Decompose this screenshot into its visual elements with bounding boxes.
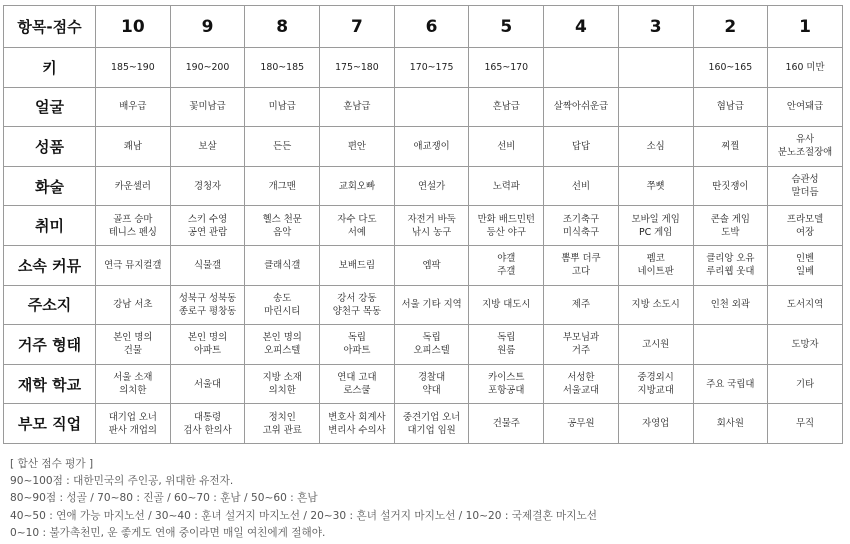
table-cell (618, 87, 693, 127)
table-cell (96, 404, 171, 444)
table-cell (96, 285, 171, 325)
cell-text: 애교쟁이 (413, 140, 450, 152)
cell-text: 독립 오피스텔 (413, 332, 450, 357)
cell-text: 경찰대 약대 (418, 372, 446, 397)
table-row (4, 166, 843, 206)
table-cell (469, 166, 544, 206)
cell-text: 야갤 주갤 (497, 253, 516, 278)
table-cell (320, 245, 395, 285)
table-cell (618, 404, 693, 444)
table-row (4, 48, 843, 88)
cell-text: 미남급 (268, 101, 296, 113)
row-label: 소속 커뮤 (4, 245, 96, 285)
cell-text: 성북구 성북동 종로구 평창동 (178, 292, 237, 317)
cell-text: 건물주 (492, 418, 520, 430)
cell-text: 콘솔 게임 도박 (710, 213, 750, 238)
cell-text: 중견기업 오너 대기업 임원 (402, 411, 461, 436)
score-header: 7 (320, 6, 395, 48)
table-cell (693, 285, 768, 325)
table-cell (469, 48, 544, 88)
cell-text: 카운셀러 (114, 180, 151, 192)
cell-text: 지방 대도시 (482, 299, 531, 311)
table-cell (245, 285, 320, 325)
cell-text: 조기축구 미식축구 (562, 213, 600, 238)
table-cell (394, 166, 469, 206)
cell-text: 160~165 (708, 61, 753, 73)
cell-text: 딴짓쟁이 (712, 180, 749, 192)
table-cell (618, 325, 693, 365)
table-cell (170, 48, 245, 88)
table-cell (618, 364, 693, 404)
table-header (4, 6, 843, 48)
cell-text: 꽃미남급 (189, 101, 226, 113)
table-cell (693, 364, 768, 404)
table-cell (544, 325, 619, 365)
table-cell (394, 206, 469, 246)
cell-text: 쾌남 (123, 140, 142, 152)
table-cell (469, 285, 544, 325)
table-cell (96, 364, 171, 404)
cell-text: 답답 (571, 140, 591, 152)
cell-text: 클래식갤 (264, 259, 301, 271)
cell-text: 연대 고대 로스쿨 (337, 372, 377, 397)
cell-text: 165~170 (484, 61, 529, 73)
cell-text: 무직 (795, 418, 815, 430)
cell-text: 지방 소도시 (631, 299, 680, 311)
table-cell (394, 87, 469, 127)
table-cell (245, 245, 320, 285)
row-label: 취미 (4, 206, 96, 246)
table-cell (618, 166, 693, 206)
score-header: 2 (693, 6, 768, 48)
table-cell (544, 364, 619, 404)
table-cell (320, 127, 395, 167)
legend-line: 80~90점 : 성골 / 70~80 : 진골 / 60~70 : 훈남 / 50~60 : 흔남 (10, 492, 318, 505)
table-cell (394, 245, 469, 285)
cell-text: 본인 명의 건물 (113, 332, 153, 357)
table-cell (693, 87, 768, 127)
table-cell (96, 127, 171, 167)
table-cell (768, 364, 843, 404)
cell-text: 중경외시 지방교대 (637, 372, 674, 397)
row-label: 성품 (4, 127, 96, 167)
table-cell (469, 364, 544, 404)
table-cell (469, 325, 544, 365)
score-header: 4 (544, 6, 619, 48)
cell-text: 식물갤 (193, 259, 222, 271)
cell-text: 선비 (497, 140, 516, 152)
cell-text: 185~190 (111, 61, 155, 73)
table-row (4, 245, 843, 285)
table-body (4, 48, 843, 444)
score-header: 10 (96, 6, 171, 48)
score-header: 3 (618, 6, 693, 48)
table-cell (245, 404, 320, 444)
row-label: 부모 직업 (4, 404, 96, 444)
table-cell (544, 404, 619, 444)
score-header: 5 (469, 6, 544, 48)
table-cell (394, 325, 469, 365)
cell-text: 만화 배드민턴 등산 야구 (477, 213, 535, 238)
table-cell (544, 48, 619, 88)
table-row (4, 285, 843, 325)
cell-text: 190~200 (185, 61, 230, 73)
table-cell (544, 127, 619, 167)
cell-text: 자전거 바둑 낚시 농구 (407, 213, 456, 238)
score-legend (10, 456, 597, 542)
legend-line: 40~50 : 연애 가능 마지노선 / 30~40 : 훈녀 설거지 마지노선 / 20~30 : 흔녀 설거지 마지노선 / 10~20 : 국제결혼 마지노선 (10, 509, 597, 522)
table-cell (170, 245, 245, 285)
table-row (4, 325, 843, 365)
table-cell (544, 285, 619, 325)
cell-text: 스키 수영 공연 관람 (187, 213, 228, 238)
cell-text: 회사원 (716, 418, 744, 430)
cell-text: 제주 (571, 299, 591, 311)
table-cell (96, 166, 171, 206)
cell-text: 고시원 (642, 338, 670, 350)
row-label: 거주 형태 (4, 325, 96, 365)
table-cell (245, 127, 320, 167)
table-cell (170, 127, 245, 167)
table-cell (693, 245, 768, 285)
row-label: 키 (4, 48, 96, 88)
table-row (4, 364, 843, 404)
cell-text: 혐남급 (716, 101, 744, 113)
cell-text: 본인 명의 오피스텔 (262, 332, 302, 357)
score-header: 8 (245, 6, 320, 48)
row-label: 주소지 (4, 285, 96, 325)
cell-text: 인벤 일베 (795, 253, 815, 278)
table-row (4, 404, 843, 444)
score-header: 9 (170, 6, 245, 48)
table-cell (96, 325, 171, 365)
table-cell (618, 285, 693, 325)
score-table (3, 5, 843, 444)
table-cell (170, 206, 245, 246)
table-cell (768, 166, 843, 206)
cell-text: 자수 다도 서예 (337, 213, 377, 238)
cell-text: 클리앙 오유 루리웹 웃대 (706, 253, 755, 278)
table-cell (96, 206, 171, 246)
cell-text: 부모님과 거주 (562, 332, 600, 357)
cell-text: 170~175 (409, 61, 454, 73)
table-cell (618, 127, 693, 167)
table-cell (544, 87, 619, 127)
cell-text: 엠팍 (422, 259, 441, 271)
table-cell (170, 404, 245, 444)
table-cell (170, 166, 245, 206)
table-cell (469, 206, 544, 246)
table-cell (96, 245, 171, 285)
cell-text: 인천 외곽 (710, 299, 750, 311)
table-cell (320, 87, 395, 127)
table-cell (394, 127, 469, 167)
table-row (4, 206, 843, 246)
table-cell (394, 48, 469, 88)
cell-text: 지방 소재 의치한 (262, 372, 302, 397)
cell-text: 소심 (646, 140, 665, 152)
cell-text: 서울 기타 지역 (401, 299, 462, 311)
table-cell (96, 87, 171, 127)
cell-text: 도망자 (791, 338, 819, 350)
cell-text: 안여돼급 (786, 101, 824, 113)
cell-text: 기타 (795, 378, 815, 390)
table-row (4, 87, 843, 127)
table-cell (469, 87, 544, 127)
cell-text: 훈남급 (343, 101, 371, 113)
cell-text: 180~185 (260, 61, 305, 73)
cell-text: 주요 국립대 (706, 378, 755, 390)
cell-text: 편안 (347, 140, 366, 152)
table-cell (320, 285, 395, 325)
cell-text: 강남 서초 (113, 299, 153, 311)
table-cell (768, 245, 843, 285)
cell-text: 살짝아쉬운급 (553, 101, 609, 113)
table-cell (245, 48, 320, 88)
cell-text: 선비 (571, 180, 591, 192)
cell-text: 자영업 (642, 418, 670, 430)
table-cell (768, 325, 843, 365)
table-cell (693, 404, 768, 444)
table-cell (469, 127, 544, 167)
table-cell (170, 87, 245, 127)
cell-text: 흔남급 (492, 101, 520, 113)
cell-text: 슴관성 말더듬 (791, 174, 819, 199)
cell-text: 모바일 게임 PC 게임 (631, 213, 680, 238)
score-header: 1 (768, 6, 843, 48)
table-cell (245, 325, 320, 365)
table-cell (170, 325, 245, 365)
table-cell (768, 404, 843, 444)
row-label: 재학 학교 (4, 364, 96, 404)
cell-text: 대기업 오너 판사 개업의 (108, 411, 157, 436)
table-cell (320, 364, 395, 404)
cell-text: 유사 분노조절장애 (777, 134, 833, 159)
table-cell (320, 166, 395, 206)
cell-text: 160 미만 (785, 61, 825, 73)
legend-line: 0~10 : 불가촉천민, 운 좋게도 연애 중이라면 매일 여친에게 절해야. (10, 526, 326, 539)
table-cell (245, 364, 320, 404)
header-row (4, 6, 843, 48)
cell-text: 서울 소재 의치한 (113, 372, 153, 397)
table-cell (544, 166, 619, 206)
cell-text: 찌찔 (721, 140, 740, 152)
cell-text: 개그맨 (268, 180, 296, 192)
cell-text: 변호사 회계사 변리사 수의사 (328, 411, 386, 436)
table-cell (544, 245, 619, 285)
cell-text: 서성한 서울교대 (562, 372, 600, 397)
legend-title: [ 합산 점수 평가 ] (10, 458, 94, 470)
table-cell (768, 87, 843, 127)
cell-text: 독립 아파트 (343, 332, 371, 357)
cell-text: 정치인 고위 관료 (262, 411, 302, 436)
table-cell (768, 206, 843, 246)
table-cell (320, 48, 395, 88)
cell-text: 카이스트 포항공대 (488, 372, 525, 397)
cell-text: 본인 명의 아파트 (187, 332, 228, 357)
cell-text: 도서지역 (786, 299, 824, 311)
table-cell (618, 48, 693, 88)
table-cell (618, 245, 693, 285)
cell-text: 보배드림 (338, 259, 376, 271)
table-cell (693, 206, 768, 246)
legend-line: 90~100점 : 대한민국의 주인공, 위대한 유전자. (10, 475, 234, 488)
table-cell (320, 404, 395, 444)
table-cell (768, 127, 843, 167)
table-cell (469, 245, 544, 285)
row-label: 화술 (4, 166, 96, 206)
cell-text: 경청자 (193, 180, 222, 192)
corner-header: 항목-점수 (4, 6, 96, 48)
cell-text: 송도 마린시티 (264, 292, 301, 317)
table-cell (394, 364, 469, 404)
cell-text: 연극 뮤지컬갤 (104, 259, 162, 271)
cell-text: 강서 강동 양천구 목동 (332, 292, 382, 317)
table-cell (693, 127, 768, 167)
table-cell (96, 48, 171, 88)
table-cell (394, 285, 469, 325)
cell-text: 쭈뼛 (646, 180, 665, 192)
cell-text: 노력파 (492, 180, 520, 192)
cell-text: 175~180 (335, 61, 379, 73)
cell-text: 연설가 (418, 180, 446, 192)
table-cell (693, 325, 768, 365)
table-cell (768, 285, 843, 325)
cell-text: 교회오빠 (338, 180, 376, 192)
cell-text: 서울대 (193, 378, 222, 390)
table-cell (320, 206, 395, 246)
table-cell (170, 285, 245, 325)
table-cell (693, 166, 768, 206)
cell-text: 든든 (273, 140, 292, 152)
table-cell (394, 404, 469, 444)
cell-text: 헬스 천문 음악 (262, 213, 302, 238)
table-cell (245, 87, 320, 127)
cell-text: 펨코 네이트판 (637, 253, 674, 278)
table-cell (544, 206, 619, 246)
table-row (4, 127, 843, 167)
cell-text: 배우급 (119, 101, 147, 113)
table-cell (768, 48, 843, 88)
cell-text: 독립 원룸 (497, 332, 516, 357)
cell-text: 프라모델 여장 (786, 213, 824, 238)
cell-text: 보살 (198, 140, 217, 152)
table-cell (170, 364, 245, 404)
cell-text: 뽐뿌 더쿠 고다 (561, 253, 601, 278)
table-cell (245, 206, 320, 246)
table-cell (469, 404, 544, 444)
cell-text: 대통령 검사 한의사 (183, 411, 232, 436)
table-cell (618, 206, 693, 246)
score-header: 6 (394, 6, 469, 48)
row-label: 얼굴 (4, 87, 96, 127)
table-cell (245, 166, 320, 206)
table-cell (693, 48, 768, 88)
cell-text: 골프 승마 테니스 펜싱 (108, 213, 157, 238)
cell-text: 공무원 (567, 418, 595, 430)
table-cell (320, 325, 395, 365)
